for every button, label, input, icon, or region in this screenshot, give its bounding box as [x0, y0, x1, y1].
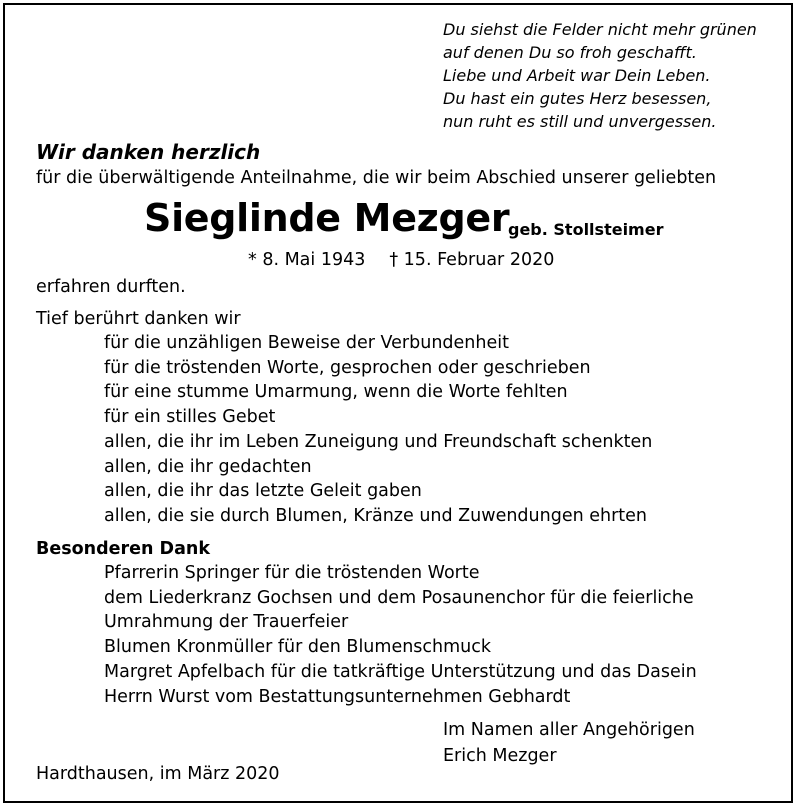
- special-thanks-list: [104, 561, 697, 709]
- birth-date: * 8. Mai 1943: [248, 250, 366, 270]
- signoff: [443, 717, 695, 769]
- list-item: Margret Apfelbach für die tatkräftige Unterstützung und das Dasein: [104, 661, 697, 682]
- poem-line: Du siehst die Felder nicht mehr grünen: [443, 20, 757, 39]
- list-item: allen, die ihr im Leben Zuneigung und Freundschaft schenkten: [104, 431, 653, 452]
- death-date: † 15. Februar 2020: [389, 250, 555, 270]
- signoff-name: Erich Mezger: [443, 746, 557, 766]
- poem-line: Du hast ein gutes Herz besessen,: [443, 89, 712, 108]
- gratitude-list: [104, 331, 652, 529]
- list-item: allen, die ihr gedachten: [104, 456, 312, 477]
- list-item: Blumen Kronmüller für den Blumenschmuck: [104, 637, 492, 658]
- signoff-line: Im Namen aller Angehörigen: [443, 720, 695, 740]
- list-item: für ein stilles Gebet: [104, 407, 276, 428]
- poem-line: auf denen Du so froh geschafft.: [443, 43, 697, 62]
- intro-text: für die überwältigende Anteilnahme, die wir beim Abschied unserer geliebten: [36, 168, 717, 188]
- list-item: Umrahmung der Trauerfeier: [104, 612, 349, 633]
- list-item: für eine stumme Umarmung, wenn die Worte fehlten: [104, 382, 568, 403]
- life-dates: [248, 250, 554, 270]
- list-item: dem Liederkranz Gochsen und dem Posaunenchor für die feierliche: [104, 587, 694, 608]
- poem: [443, 18, 757, 133]
- deceased-name: Sieglinde Mezger: [144, 196, 510, 240]
- list-item: allen, die sie durch Blumen, Kränze und Zuwendungen ehrten: [104, 505, 648, 526]
- intro-end-text: erfahren durften.: [36, 277, 186, 297]
- thanks-heading: Wir danken herzlich: [36, 140, 261, 164]
- list-item: allen, die ihr das letzte Geleit gaben: [104, 481, 422, 502]
- list-item: für die tröstenden Worte, gesprochen oder geschrieben: [104, 357, 591, 378]
- place-date: Hardthausen, im März 2020: [36, 764, 280, 784]
- gratitude-intro: Tief berührt danken wir: [36, 309, 241, 329]
- list-item: für die unzähligen Beweise der Verbundenheit: [104, 333, 509, 353]
- special-thanks-heading: Besonderen Dank: [36, 539, 210, 559]
- poem-line: nun ruht es still und unvergessen.: [443, 112, 717, 131]
- list-item: Pfarrerin Springer für die tröstenden Worte: [104, 563, 480, 583]
- poem-line: Liebe und Arbeit war Dein Leben.: [443, 66, 711, 85]
- birth-name: geb. Stollsteimer: [508, 220, 664, 239]
- list-item: Herrn Wurst vom Bestattungsunternehmen Gebhardt: [104, 686, 571, 707]
